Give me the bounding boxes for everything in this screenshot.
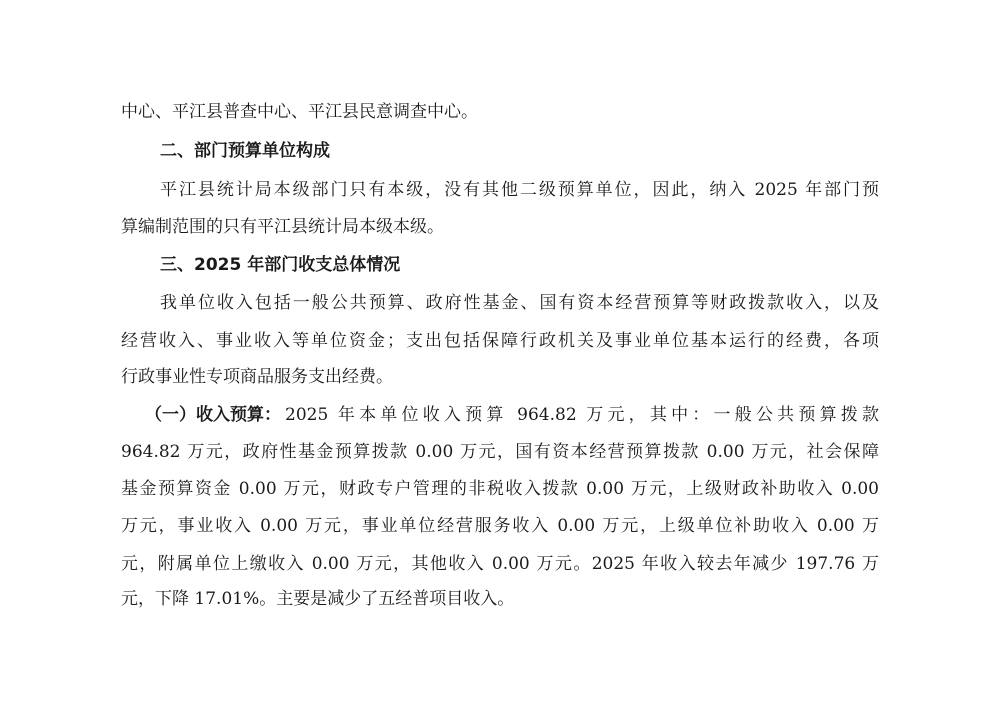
paragraph-line: 平江县统计局本级部门只有本级，没有其他二级预算单位，因此，纳入 2025 年部门预 xyxy=(160,180,879,200)
paragraph-line: 算编制范围的只有平江县统计局本级本级。 xyxy=(121,217,444,237)
paragraph-line: 元，附属单位上缴收入 0.00 万元，其他收入 0.00 万元。2025 年收入较去年减少 197.76 万 xyxy=(121,554,879,574)
section-heading: 二、部门预算单位构成 xyxy=(160,141,330,161)
paragraph-line: 中心、平江县普查中心、平江县民意调查中心。 xyxy=(121,102,478,122)
income-paragraph-first-line xyxy=(145,404,879,426)
paragraph-line: 2025 年本单位收入预算 964.82 万元，其中：一般公共预算拨款 xyxy=(285,405,879,425)
paragraph-line: 964.82 万元，政府性基金预算拨款 0.00 万元，国有资本经营预算拨款 0.00 万元，社会保障 xyxy=(121,442,879,462)
paragraph-line: 元，下降 17.01%。主要是减少了五经普项目收入。 xyxy=(121,589,515,609)
paragraph-line: 经营收入、事业收入等单位资金；支出包括保障行政机关及事业单位基本运行的经费，各项 xyxy=(121,331,879,351)
section-heading: 三、2025 年部门收支总体情况 xyxy=(160,255,401,275)
income-budget-label: （一）收入预算： xyxy=(145,405,281,425)
paragraph-line: 基金预算资金 0.00 万元，财政专户管理的非税收入拨款 0.00 万元，上级财政补助收入 0.00 xyxy=(121,479,879,499)
paragraph-line: 万元，事业收入 0.00 万元，事业单位经营服务收入 0.00 万元，上级单位补助收入 0.00 万 xyxy=(121,516,879,536)
paragraph-line: 我单位收入包括一般公共预算、政府性基金、国有资本经营预算等财政拨款收入，以及 xyxy=(160,293,879,313)
paragraph-line: 行政事业性专项商品服务支出经费。 xyxy=(121,367,393,387)
